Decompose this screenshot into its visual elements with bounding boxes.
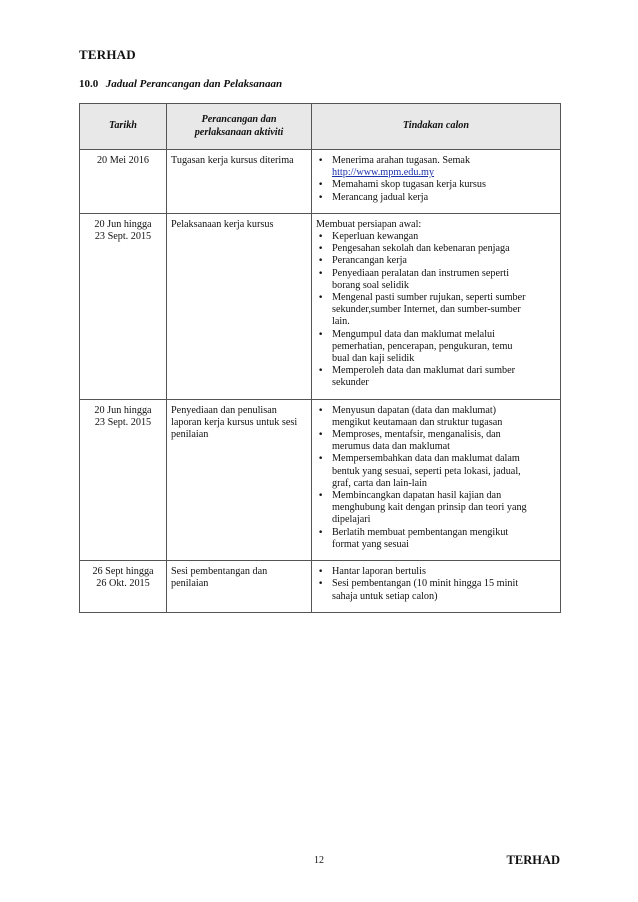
list-item xyxy=(316,527,556,551)
activity-line: laporan kerja kursus untuk sesi xyxy=(171,416,298,428)
mpm-link[interactable]: http://www.mpm.edu.my xyxy=(332,167,435,179)
action-list xyxy=(316,566,556,603)
action-text: Mengumpul data dan maklumat melalui xyxy=(332,328,495,340)
date-cell xyxy=(80,561,167,613)
activity-line: Penyediaan dan penulisan xyxy=(171,404,277,416)
header-activity xyxy=(167,104,312,150)
bullet-icon: • xyxy=(318,192,324,203)
bullet-icon: • xyxy=(318,567,324,578)
activity-line: Tugasan kerja kursus diterima xyxy=(171,155,294,166)
list-item xyxy=(316,329,556,366)
action-text: Memproses, mentafsir, menganalisis, dan xyxy=(332,429,501,441)
activity-line: Sesi pembentangan dan xyxy=(171,566,268,578)
date-cell xyxy=(80,399,167,560)
list-item xyxy=(316,231,556,243)
activity-cell xyxy=(167,213,312,399)
action-text: Memahami skop tugasan kerja kursus xyxy=(332,179,486,191)
classification-footer: TERHAD xyxy=(506,853,560,867)
date-line: 23 Sept. 2015 xyxy=(94,231,152,243)
action-text: Membincangkan dapatan hasil kajian dan xyxy=(332,490,502,502)
actions-intro: Membuat persiapan awal: xyxy=(316,218,422,230)
list-item xyxy=(316,453,556,490)
table-row xyxy=(80,561,561,613)
list-item xyxy=(316,268,556,292)
activity-cell xyxy=(167,561,312,613)
table-row xyxy=(80,150,561,214)
bullet-icon: • xyxy=(318,232,324,243)
action-text: Sesi pembentangan (10 minit hingga 15 minit xyxy=(332,578,519,590)
activity-cell xyxy=(167,399,312,560)
action-text: Pengesahan sekolah dan kebenaran penjaga xyxy=(332,243,510,255)
section-heading xyxy=(79,78,282,90)
action-text: merumus data dan maklumat xyxy=(332,441,450,453)
list-item xyxy=(316,429,556,453)
actions-cell xyxy=(312,561,561,613)
action-text: Memperoleh data dan maklumat dari sumber xyxy=(332,365,516,377)
table-row xyxy=(80,213,561,399)
classification-header: TERHAD xyxy=(79,47,136,62)
table-header-row xyxy=(80,104,561,150)
action-text: pemerhatian, pencerapan, pengukuran, temu xyxy=(332,340,513,352)
section-number: 10.0 xyxy=(79,78,99,90)
action-text: Perancangan kerja xyxy=(332,255,407,267)
activity-line: penilaian xyxy=(171,429,209,441)
action-text: Menyusun dapatan (data dan maklumat) xyxy=(332,404,497,416)
bullet-icon: • xyxy=(318,329,324,340)
bullet-icon: • xyxy=(318,244,324,255)
action-text: Penyediaan peralatan dan instrumen seperti xyxy=(332,267,510,279)
action-text: menghubung kait dengan prinsip dan teori yang xyxy=(332,502,527,514)
bullet-icon: • xyxy=(318,454,324,465)
action-text: sekunder xyxy=(332,377,369,389)
actions-cell xyxy=(312,150,561,214)
action-text: Mempersembahkan data dan maklumat dalam xyxy=(332,453,520,465)
bullet-icon: • xyxy=(318,366,324,377)
action-text: Hantar laporan bertulis xyxy=(332,566,426,578)
action-text: Merancang jadual kerja xyxy=(332,191,429,203)
action-list xyxy=(316,405,556,551)
page-number: 12 xyxy=(314,855,324,866)
action-text: graf, carta dan lain-lain xyxy=(332,477,428,489)
action-text: mengikut keutamaan dan struktur tugasan xyxy=(332,416,503,428)
list-item xyxy=(316,243,556,255)
action-text: lain. xyxy=(332,316,350,328)
header-activity-line: Perancangan dan xyxy=(201,114,277,125)
bullet-icon: • xyxy=(318,268,324,279)
list-item xyxy=(316,192,556,204)
list-item xyxy=(316,255,556,267)
activity-line: penilaian xyxy=(171,578,209,590)
list-item xyxy=(316,566,556,578)
action-list xyxy=(316,155,556,204)
action-text: Berlatih membuat pembentangan mengikut xyxy=(332,526,509,538)
action-text: bentuk yang sesuai, seperti peta lokasi, jadual, xyxy=(332,465,521,477)
list-item xyxy=(316,365,556,389)
action-text: sahaja untuk setiap calon) xyxy=(332,590,438,602)
action-text: Mengenal pasti sumber rujukan, seperti sumber xyxy=(332,292,526,304)
action-text: Keperluan kewangan xyxy=(332,231,419,243)
list-item xyxy=(316,578,556,602)
action-text: Menerima arahan tugasan. Semak xyxy=(332,155,471,166)
header-actions: Tindakan calon xyxy=(312,104,561,150)
table-row xyxy=(80,399,561,560)
date-cell xyxy=(80,213,167,399)
bullet-icon: • xyxy=(318,491,324,502)
actions-cell xyxy=(312,213,561,399)
date-line: 26 Sept hingga xyxy=(92,566,154,578)
schedule-table xyxy=(79,103,561,613)
actions-cell xyxy=(312,399,561,560)
bullet-icon: • xyxy=(318,527,324,538)
list-item xyxy=(316,292,556,329)
activity-cell xyxy=(167,150,312,214)
list-item xyxy=(316,179,556,191)
bullet-icon: • xyxy=(318,156,324,166)
section-title: Jadual Perancangan dan Pelaksanaan xyxy=(105,78,283,90)
schedule-body xyxy=(80,150,561,613)
action-text: sekunder,sumber Internet, dan sumber-sumber xyxy=(332,304,521,316)
header-activity-line: perlaksanaan aktiviti xyxy=(194,126,284,138)
header-date: Tarikh xyxy=(80,104,167,150)
action-text: format yang sesuai xyxy=(332,538,409,550)
action-text: bual dan kaji selidik xyxy=(332,353,415,365)
action-text: dipelajari xyxy=(332,514,371,526)
bullet-icon: • xyxy=(318,579,324,590)
date-line: 26 Okt. 2015 xyxy=(96,578,150,590)
date-line: 20 Jun hingga xyxy=(94,404,152,416)
list-item xyxy=(316,405,556,429)
list-item xyxy=(316,155,556,179)
bullet-icon: • xyxy=(318,180,324,191)
bullet-icon: • xyxy=(318,256,324,267)
bullet-icon: • xyxy=(318,430,324,441)
date-cell xyxy=(80,150,167,214)
action-text: borang soal selidik xyxy=(332,279,409,291)
action-list xyxy=(316,231,556,390)
activity-line: Pelaksanaan kerja kursus xyxy=(171,218,274,230)
list-item xyxy=(316,490,556,527)
date-line: 20 Jun hingga xyxy=(94,218,152,230)
bullet-icon: • xyxy=(318,405,324,416)
bullet-icon: • xyxy=(318,293,324,304)
date-line: 23 Sept. 2015 xyxy=(94,416,152,428)
date-line: 20 Mei 2016 xyxy=(96,155,150,166)
